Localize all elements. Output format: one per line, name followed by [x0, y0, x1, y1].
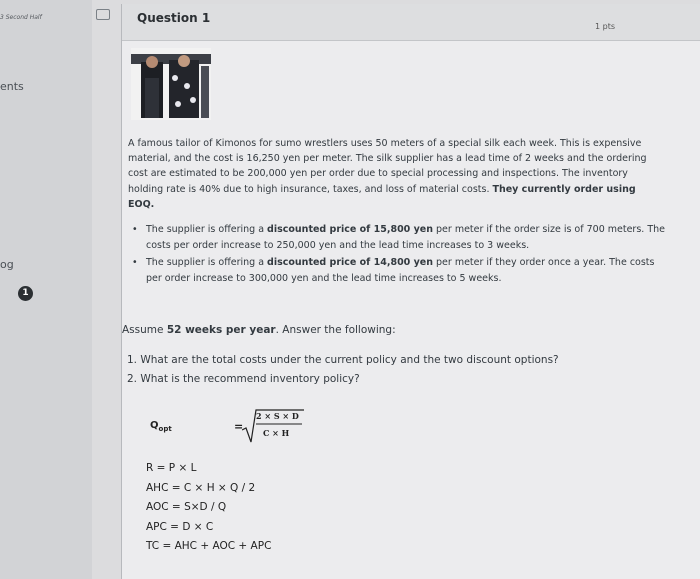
bullet-1-bold: discounted price of 15,800 yen: [267, 224, 433, 235]
question-points: 1 pts: [594, 22, 615, 31]
course-label[interactable]: 3 Second Half: [0, 14, 42, 21]
assume-pre: Assume: [122, 324, 167, 336]
notification-badge: 1: [18, 286, 33, 301]
sidebar-item-og[interactable]: og: [0, 258, 14, 271]
bullet-1-post: per meter if the order size is of 700 meters. The costs per order increase to 250,000 yen and the lead time increases to 3 weeks.: [146, 224, 665, 251]
formula-total-cost: TC = AHC + AOC + APC: [146, 540, 272, 552]
bullet-list: [128, 222, 673, 288]
bullet-item-2: • The supplier is offering a discounted price of 14,800 yen per meter if they order once a year. The costs per order increase to 300,000 yen and the lead time increases to 5 weeks.: [132, 257, 655, 284]
course-sidebar: [0, 0, 92, 579]
eoq-numerator: 2 × S × D: [256, 411, 299, 421]
assume-bold: 52 weeks per year: [166, 324, 276, 336]
formula-ordering-cost: AOC = S×D / Q: [146, 501, 227, 513]
eoq-formula: [150, 408, 350, 452]
question-header: [122, 4, 700, 41]
bullet-1-pre: The supplier is offering a: [146, 224, 268, 235]
assume-post: . Answer the following:: [275, 324, 396, 336]
eoq-denominator: C × H: [263, 428, 290, 438]
formula-list: [146, 459, 271, 557]
bullet-2-pre: The supplier is offering a: [146, 257, 268, 268]
question-paragraph: [128, 136, 658, 212]
bullet-2-bold: discounted price of 14,800 yen: [267, 257, 433, 268]
sumo-kimono-photo: [131, 48, 211, 120]
eoq-subscript: opt: [158, 425, 172, 433]
assumption-line: [122, 324, 396, 336]
paragraph-text: A famous tailor of Kimonos for sumo wrestlers uses 50 meters of a special silk each week. This is expensive material, and the cost is 16,250 yen per meter. The silk supplier has a lead time of 2 weeks and the ordering cost are estimated to be 200,000 yen per order due to special processing and inspections. The inventory holding rate is 40% due to high insurance, taxes, and loss of material costs.: [128, 138, 647, 195]
eoq-equals: =: [234, 420, 244, 433]
formula-holding-cost: AHC = C × H × Q / 2: [146, 481, 256, 494]
sidebar-item-ents[interactable]: ents: [0, 80, 24, 93]
flag-question-icon[interactable]: [96, 9, 110, 20]
formula-purchase-cost: APC = D × C: [146, 520, 214, 533]
sub-question-1: 1. What are the total costs under the current policy and the two discount options?: [127, 354, 559, 366]
bullet-item-1: • The supplier is offering a discounted price of 15,800 yen per meter if the order size is of 700 meters. The costs per order increase to 250,000 yen and the lead time increases to 3 weeks.: [132, 224, 665, 251]
sub-question-2: 2. What is the recommend inventory policy?: [127, 373, 360, 385]
sub-question-list: [127, 351, 559, 389]
question-title: Question 1: [137, 11, 211, 25]
paragraph-bold: They currently order using EOQ.: [128, 183, 636, 210]
formula-reorder-point: R = P × L: [146, 462, 197, 474]
bullet-2-post: per meter if they order once a year. The costs per order increase to 300,000 yen and the lead time increases to 5 weeks.: [146, 257, 655, 284]
eoq-label: $Q_{opt}$: [150, 420, 172, 433]
